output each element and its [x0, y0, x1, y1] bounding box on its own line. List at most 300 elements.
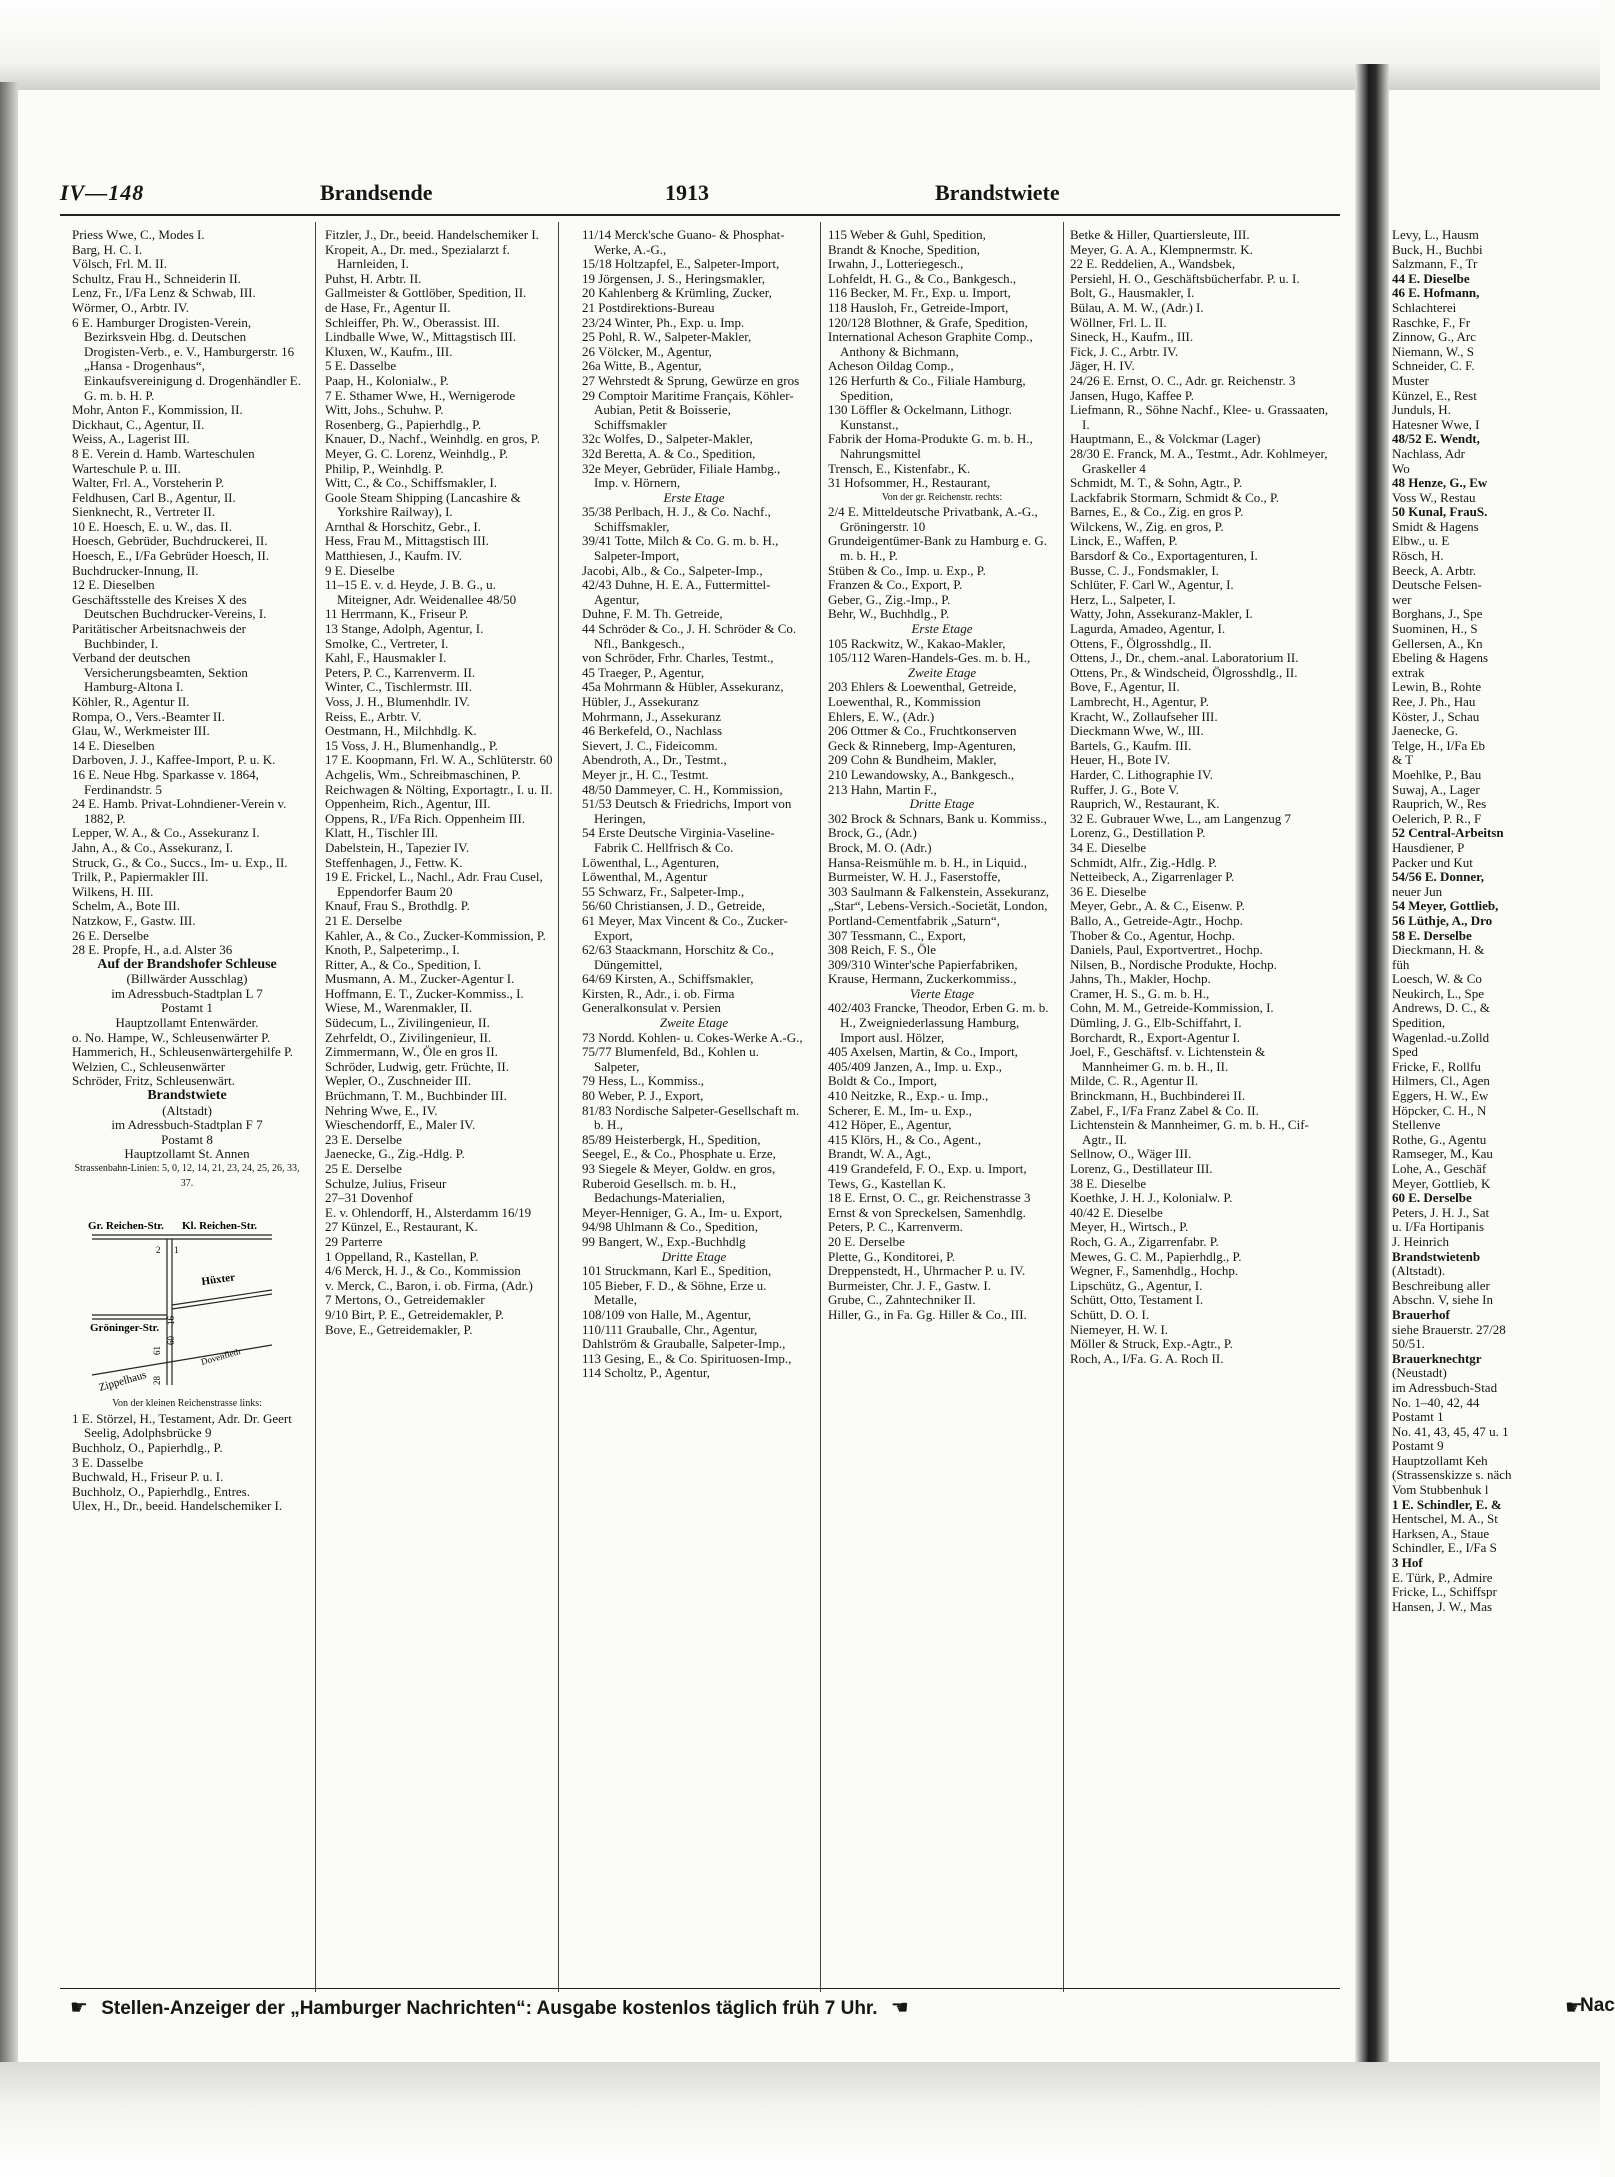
directory-entry: 405 Axelsen, Martin, & Co., Import,: [828, 1044, 1018, 1060]
fragment-entry: Zinnow, G., Arc: [1392, 329, 1477, 345]
fragment-entry: 50 Kunal, FrauS.: [1392, 504, 1488, 520]
directory-entry: Oppenheim, Rich., Agentur, III.: [325, 796, 491, 812]
directory-entry: Sienknecht, R., Vertreter II.: [72, 504, 216, 520]
fragment-entry: Smidt & Hagens: [1392, 518, 1479, 534]
directory-entry: 40/42 E. Dieselbe: [1070, 1204, 1163, 1220]
fragment-entry: J. Heinrich: [1392, 1233, 1450, 1249]
directory-entry: Harder, C. Lithographie IV.: [1070, 766, 1213, 782]
fragment-entry: Elbw., u. E: [1392, 533, 1450, 549]
directory-entry: 85/89 Heisterbergk, H., Spedition,: [582, 1131, 761, 1147]
map-street-line: [172, 1290, 272, 1305]
fragment-entry: Loesch, W. & Co: [1392, 971, 1482, 987]
fragment-entry: Meyer, Gottlieb, K: [1392, 1175, 1491, 1191]
directory-entry: 48/50 Dammeyer, C. H., Kommission,: [582, 781, 783, 797]
scan-left-shadow: [0, 82, 18, 2062]
directory-entry: 10 E. Hoesch, E. u. W., das. II.: [72, 518, 232, 534]
directory-entry: Ulex, H., Dr., beeid. Handelschemiker I.: [72, 1498, 283, 1514]
fragment-entry: Stellenve: [1392, 1117, 1441, 1133]
directory-entry: Brandt & Knoche, Spedition,: [828, 241, 981, 257]
header-rule: [60, 214, 1340, 216]
street-map-sketch: [82, 1195, 282, 1395]
directory-entry: Boldt & Co., Import,: [828, 1073, 938, 1089]
fragment-entry: 60 E. Derselbe: [1392, 1190, 1472, 1206]
directory-entry: 206 Ottmer & Co., Fruchtkonserven: [828, 723, 1017, 739]
directory-entry: Schmidt, Alfr., Zig.-Hdlg. P.: [1070, 854, 1217, 870]
directory-entry: 203 Ehlers & Loewenthal, Getreide,: [828, 679, 1017, 695]
directory-entry: Witt, C., & Co., Schiffsmakler, I.: [325, 475, 498, 491]
directory-entry: Niemeyer, H. W. I.: [1070, 1321, 1169, 1337]
fragment-entry: Telge, H., I/Fa Eb: [1392, 737, 1485, 753]
directory-entry: Bartels, G., Kaufm. III.: [1070, 737, 1192, 753]
directory-entry: Geber, G., Zig.-Imp., P.: [828, 591, 951, 607]
directory-entry: Grube, C., Zahntechniker II.: [828, 1292, 976, 1308]
directory-entry: Cramer, H. S., G. m. b. H.,: [1070, 985, 1210, 1001]
directory-entry: Trensch, E., Kistenfabr., K.: [828, 460, 971, 476]
fragment-entry: 52 Central-Arbeitsn: [1392, 825, 1504, 841]
directory-entry: Peters, P. C., Karrenverm.: [828, 1219, 964, 1235]
directory-entry: 26a Witte, B., Agentur,: [582, 358, 702, 374]
directory-entry: Cohn, M. M., Getreide-Kommission, I.: [1070, 1000, 1274, 1016]
directory-entry: Bove, F., Agentur, II.: [1070, 679, 1180, 695]
fragment-entry: (Neustadt): [1392, 1365, 1447, 1381]
directory-entry: Reiss, E., Arbtr. V.: [325, 708, 422, 724]
directory-entry: Löwenthal, L., Agenturen,: [582, 854, 720, 870]
directory-entry: Steffenhagen, J., Fettw. K.: [325, 854, 463, 870]
fragment-entry: Dieckmann, H. &: [1392, 942, 1485, 958]
directory-entry: Fitzler, J., Dr., beeid. Handelschemiker I.: [325, 227, 539, 242]
directory-entry: Zabel, F., I/Fa Franz Zabel & Co. II.: [1070, 1102, 1259, 1118]
fragment-entry: Buck, H., Buchbi: [1392, 241, 1483, 257]
directory-entry: 79 Hess, L., Kommiss.,: [582, 1073, 705, 1089]
directory-entry: Daniels, Paul, Exportvertret., Hochp.: [1070, 942, 1263, 958]
fragment-entry: 50/51.: [1392, 1336, 1425, 1352]
directory-entry: Lipschütz, G., Agentur, I.: [1070, 1277, 1203, 1293]
map-label: 61: [152, 1346, 162, 1356]
directory-entry: Lorenz, G., Destillateur III.: [1070, 1161, 1213, 1176]
fragment-entry: Packer und Kut: [1392, 854, 1473, 870]
fragment-entry: No. 1–40, 42, 44: [1392, 1394, 1480, 1410]
fragment-entry: Fricke, L., Schiffspr: [1392, 1584, 1497, 1600]
directory-entry: Schütt, D. O. I.: [1070, 1306, 1150, 1322]
fragment-entry: neuer Jun: [1392, 883, 1443, 899]
directory-entry: 9/10 Birt, P. E., Getreidemakler, P.: [325, 1306, 504, 1322]
directory-entry: Wieschendorff, E., Maler IV.: [325, 1117, 476, 1133]
header-year: 1913: [665, 180, 709, 205]
fragment-entry: wer: [1392, 591, 1412, 607]
directory-entry: 45a Mohrmann & Hübler, Assekuranz,: [582, 679, 784, 695]
column-divider: [1063, 222, 1064, 1992]
directory-entry: Tews, G., Kastellan K.: [828, 1175, 946, 1191]
directory-entry: Buchholz, O., Papierhdlg., P.: [72, 1439, 223, 1455]
directory-entry: 308 Reich, F. S., Öle: [828, 942, 937, 958]
footer-advert-text: Stellen-Anzeiger der „Hamburger Nachrichten“: Ausgabe kostenlos täglich früh 7 Uhr.: [101, 1998, 878, 2019]
header-right-street: Brandstwiete: [935, 180, 1060, 205]
map-label: 1: [174, 1245, 179, 1256]
fragment-entry: Voss W., Restau: [1392, 489, 1476, 505]
directory-entry: Möller & Struck, Exp.-Agtr., P.: [1070, 1336, 1233, 1352]
map-label: Hüxter: [200, 1271, 236, 1289]
fragment-entry: Moehlke, P., Bau: [1392, 766, 1482, 782]
directory-entry: 94/98 Uhlmann & Co., Spedition,: [582, 1219, 758, 1235]
directory-entry: 28/30 E. Franck, M. A., Testmt., Adr. Kohlmeyer, Graskeller 4: [1070, 445, 1328, 476]
directory-entry: 15 Voss, J. H., Blumenhandlg., P.: [325, 737, 498, 753]
fragment-entry: Brauerhof: [1392, 1306, 1450, 1322]
directory-entry: Brock, G., (Adr.): [828, 825, 917, 841]
directory-entry: Schröder, Fritz, Schleusenwärt.: [72, 1073, 236, 1089]
fragment-entry: Hilmers, Cl., Agen: [1392, 1073, 1490, 1089]
directory-entry: Jaenecke, G., Zig.-Hdlg. P.: [325, 1146, 465, 1162]
directory-entry: Krause, Hermann, Zuckerkommiss.,: [828, 971, 1017, 987]
directory-entry: Dieckmann Wwe, W., III.: [1070, 723, 1204, 739]
directory-entry: Jacobi, Alb., & Co., Salpeter-Imp.,: [582, 562, 763, 578]
directory-entry: 6 E. Hamburger Drogisten-Verein, Bezirksvein Hbg. d. Deutschen Drogisten-Verb., e. V., Hamburgerstr. 16 „Hansa - Drogenhaus“, Einkaufsvereinigung d. Drogenhändler E. G. m. b. H. P.: [72, 314, 301, 403]
directory-entry: Arnthal & Horschitz, Gebr., I.: [325, 518, 481, 534]
directory-entry: 307 Tessmann, C., Export,: [828, 927, 966, 943]
directory-entry: Meyer jr., H. C., Testmt.: [582, 766, 709, 782]
directory-entry: Zehrfeldt, O., Zivilingenieur, II.: [325, 1029, 492, 1045]
fragment-entry: Levy, L., Hausm: [1392, 227, 1479, 242]
directory-entry: 38 E. Dieselbe: [1070, 1175, 1147, 1191]
directory-entry: Jahn, A., & Co., Assekuranz, I.: [72, 839, 234, 855]
floor-heading: Vierte Etage: [909, 985, 975, 1001]
directory-entry: Dreppenstedt, H., Uhrmacher P. u. IV.: [828, 1263, 1026, 1279]
directory-entry: Lorenz, G., Destillation P.: [1070, 825, 1206, 841]
directory-entry: Klatt, H., Tischler III.: [325, 825, 439, 841]
directory-entry: 14 E. Dieselben: [72, 737, 155, 753]
fragment-entry: Ebeling & Hagens: [1392, 650, 1489, 666]
directory-entry: Bülau, A. M. W., (Adr.) I.: [1070, 299, 1204, 315]
fragment-entry: Oelerich, P. R., F: [1392, 810, 1482, 826]
directory-entry: 24/26 E. Ernst, O. C., Adr. gr. Reichenstr. 3: [1070, 372, 1296, 388]
floor-heading: Erste Etage: [663, 489, 725, 505]
directory-entry: Sellnow, O., Wäger III.: [1070, 1146, 1192, 1162]
directory-entry: Mohr, Anton F., Kommission, II.: [72, 402, 243, 418]
directory-entry: de Hase, Fr., Agentur II.: [325, 299, 451, 315]
directory-entry: 1 E. Störzel, H., Testament, Adr. Dr. Geert Seelig, Adolphsbrücke 9: [72, 1410, 292, 1441]
directory-entry: Fabrik der Homa-Produkte G. m. b. H., Nahrungsmittel: [828, 431, 1033, 461]
directory-entry: Buchholz, O., Papierhdlg., Entres.: [72, 1483, 250, 1499]
directory-entry: 55 Schwarz, Fr., Salpeter-Imp.,: [582, 883, 745, 899]
directory-entry: Achgelis, Wm., Schreibmaschinen, P.: [325, 766, 521, 782]
directory-entry: Smolke, C., Vertreter, I.: [325, 635, 449, 651]
directory-entry: Ehlers, E. W., (Adr.): [828, 708, 935, 724]
directory-entry: 12 E. Dieselben: [72, 577, 155, 593]
directory-entry: Oppens, R., I/Fa Rich. Oppenheim III.: [325, 810, 526, 826]
directory-entry: Mewes, G. C. M., Papierhdlg., P.: [1070, 1248, 1242, 1264]
directory-entry: Wilkens, H. III.: [72, 883, 154, 899]
directory-entry: Hansa-Reismühle m. b. H., in Liquid.,: [828, 854, 1027, 870]
fragment-entry: Raschke, F., Fr: [1392, 314, 1471, 330]
directory-entry: Abendroth, A., Dr., Testmt.,: [582, 752, 727, 768]
fragment-entry: Muster: [1392, 372, 1429, 388]
fragment-entry: Suwaj, A., Lager: [1392, 781, 1480, 797]
fragment-entry: & T: [1392, 752, 1414, 768]
fragment-entry: Hausdiener, P: [1392, 839, 1465, 855]
directory-entry: Geck & Rinneberg, Imp-Agenturen,: [828, 737, 1016, 753]
directory-entry: Portland-Cementfabrik „Saturn“,: [828, 912, 1000, 928]
directory-entry: 5 E. Dasselbe: [325, 358, 397, 374]
directory-entry: 42/43 Duhne, H. E. A., Futtermittel-Agentur,: [582, 577, 771, 607]
directory-column-4: [828, 228, 1056, 1983]
fragment-entry: No. 41, 43, 45, 47 u. 1: [1392, 1423, 1509, 1439]
directory-entry: Behr, W., Buchhdlg., P.: [828, 606, 950, 622]
directory-entry: 410 Neitzke, R., Exp.- u. Imp.,: [828, 1088, 989, 1104]
directory-entry: 18 E. Ernst, O. C., gr. Reichenstrasse 3: [828, 1190, 1031, 1206]
map-label: Gröninger-Str.: [90, 1322, 160, 1335]
fragment-entry: Wagenlad.-u.Zolld: [1392, 1029, 1490, 1045]
directory-entry: Meyer, Gebr., A. & C., Eisenw. P.: [1070, 898, 1245, 914]
directory-entry: 19 E. Frickel, L., Nachl., Adr. Frau Cusel, Eppendorfer Baum 20: [325, 869, 543, 899]
directory-entry: 21 E. Derselbe: [325, 912, 402, 928]
fragment-entry: Schlachterei: [1392, 299, 1457, 315]
directory-entry: Hübler, J., Assekuranz: [582, 694, 699, 709]
fragment-entry: Beschreibung aller: [1392, 1277, 1490, 1293]
directory-entry: Jansen, Hugo, Kaffee P.: [1070, 387, 1194, 403]
directory-entry: Von der gr. Reichenstr. rechts:: [881, 491, 1003, 503]
directory-entry: Joel, F., Geschäftsf. v. Lichtenstein & Mannheimer G. m. b. H., II.: [1070, 1044, 1266, 1074]
fragment-entry: Sped: [1392, 1044, 1418, 1060]
footer-right-fragment: Nac: [1580, 1995, 1615, 2016]
directory-entry: 29 Parterre: [325, 1233, 383, 1249]
fragment-entry: Niemann, W., S: [1392, 343, 1474, 359]
fragment-entry: 54 Meyer, Gottlieb,: [1392, 898, 1499, 914]
directory-entry: Musmann, A. M., Zucker-Agentur I.: [325, 971, 515, 987]
directory-entry: Hauptmann, E., & Volckmar (Lager): [1070, 431, 1261, 447]
directory-entry: Trilk, P., Papiermakler III.: [72, 869, 209, 885]
directory-entry: Franzen & Co., Export, P.: [828, 577, 963, 593]
directory-entry: E. v. Ohlendorff, H., Alsterdamm 16/19: [325, 1204, 532, 1220]
fragment-entry: im Adressbuch-Stad: [1392, 1379, 1498, 1395]
directory-entry: Priess Wwe, C., Modes I.: [72, 227, 205, 242]
directory-entry: 23/24 Winter, Ph., Exp. u. Imp.: [582, 314, 745, 330]
directory-entry: Dahlström & Grauballe, Salpeter-Imp.,: [582, 1336, 786, 1352]
directory-entry: Meyer-Henniger, G. A., Im- u. Export,: [582, 1204, 783, 1220]
directory-entry: Liefmann, R., Söhne Nachf., Klee- u. Grassaaten, I.: [1070, 402, 1329, 432]
directory-entry: im Adressbuch-Stadtplan F 7: [111, 1117, 263, 1133]
directory-entry: Betke & Hiller, Quartiersleute, III.: [1070, 227, 1250, 242]
directory-entry: Von der kleinen Reichenstrasse links:: [112, 1398, 262, 1410]
directory-entry: Wöllner, Frl. L. II.: [1070, 314, 1167, 330]
directory-entry: Acheson Oildag Comp.,: [828, 358, 954, 374]
directory-entry: 7 Mertons, O., Getreidemakler: [325, 1292, 485, 1308]
directory-entry: Paritätischer Arbeitsnachweis der Buchbinder, I.: [72, 621, 246, 651]
fragment-entry: 54/56 E. Donner,: [1392, 869, 1484, 885]
directory-entry: 1 Oppelland, R., Kastellan, P.: [325, 1248, 479, 1264]
directory-entry: Wiese, M., Warenmakler, II.: [325, 1000, 473, 1016]
fragment-entry: Schneider, C. F.: [1392, 358, 1475, 374]
fragment-entry: Hentschel, M. A., St: [1392, 1511, 1498, 1527]
fragment-entry: Junduls, H.: [1392, 402, 1451, 418]
directory-entry: Thober & Co., Agentur, Hochp.: [1070, 927, 1235, 943]
fragment-entry: 48 Henze, G., Ew: [1392, 475, 1488, 491]
floor-heading: Dritte Etage: [661, 1248, 727, 1264]
directory-entry: 20 Kahlenberg & Krümling, Zucker,: [582, 285, 772, 301]
directory-entry: Koethke, J. H. J., Kolonialw. P.: [1070, 1190, 1233, 1206]
directory-entry: Schultz, Frau H., Schneiderin II.: [72, 270, 241, 286]
directory-entry: 29 Comptoir Maritime Français, Köhler-Aubian, Petit & Boisserie, Schiffsmakler: [582, 387, 794, 432]
directory-entry: 31 Hofsommer, H., Restaurant,: [828, 475, 991, 491]
header-left-street: Brandsende: [320, 180, 433, 205]
floor-heading: Dritte Etage: [909, 796, 975, 812]
directory-entry: Schelm, A., Bote III.: [72, 898, 180, 914]
directory-entry: Burmeister, Chr. J. F., Gastw. I.: [828, 1277, 991, 1293]
page-number: IV—148: [60, 180, 145, 205]
directory-column-2: [325, 228, 553, 1983]
directory-entry: Walter, Frl. A., Vorsteherin P.: [72, 475, 225, 491]
directory-entry: Schulze, Julius, Friseur: [325, 1175, 447, 1191]
directory-entry: Hauptzollamt St. Annen: [124, 1146, 250, 1162]
fragment-entry: Beeck, A. Arbtr.: [1392, 562, 1477, 578]
fragment-entry: Köster, J., Schau: [1392, 708, 1480, 724]
directory-entry: 26 Völcker, M., Agentur,: [582, 343, 712, 359]
directory-entry: 118 Hausloh, Fr., Getreide-Import,: [828, 299, 1009, 315]
directory-entry: Herz, L., Salpeter, I.: [1070, 591, 1176, 607]
directory-entry: Generalkonsulat v. Persien: [582, 1000, 721, 1016]
directory-entry: Plette, G., Konditorei, P.: [828, 1248, 956, 1264]
fragment-entry: Borghans, J., Spe: [1392, 606, 1483, 622]
directory-entry: Fick, J. C., Arbtr. IV.: [1070, 343, 1179, 359]
fragment-entry: Rauprich, W., Res: [1392, 796, 1487, 812]
directory-entry: 36 E. Dieselbe: [1070, 883, 1147, 899]
directory-entry: Sievert, J. C., Fideicomm.: [582, 737, 718, 753]
directory-entry: 20 E. Derselbe: [828, 1233, 905, 1249]
map-label: 2: [156, 1245, 161, 1256]
directory-entry: Zimmermann, W., Öle en gros II.: [325, 1044, 498, 1060]
directory-entry: Gallmeister & Gottlöber, Spedition, II.: [325, 285, 527, 301]
directory-entry: Hoffmann, E. T., Zucker-Kommiss., I.: [325, 985, 524, 1001]
map-label: 16: [166, 1316, 176, 1326]
map-label: 28: [152, 1376, 162, 1386]
directory-entry: 116 Becker, M. Fr., Exp. u. Import,: [828, 285, 1011, 301]
footer-rule: [60, 1988, 1340, 1989]
book-gutter: [1355, 64, 1389, 2064]
directory-entry: 126 Herfurth & Co., Filiale Hamburg, Spedition,: [828, 372, 1026, 403]
directory-entry: Wörmer, O., Arbtr. IV.: [72, 299, 189, 315]
directory-entry: 11/14 Merck'sche Guano- & Phosphat-Werke, A.-G.,: [582, 227, 785, 257]
directory-entry: Jahns, Th., Makler, Hochp.: [1070, 971, 1211, 987]
directory-entry: Bolt, G., Hausmakler, I.: [1070, 285, 1195, 301]
section-heading: Brandstwiete: [147, 1088, 227, 1104]
fragment-entry: Hansen, J. W., Mas: [1392, 1598, 1493, 1614]
directory-entry: 114 Scholtz, P., Agentur,: [582, 1365, 710, 1381]
directory-entry: 419 Grandefeld, F. O., Exp. u. Import,: [828, 1161, 1027, 1176]
directory-entry: 25 E. Derselbe: [325, 1161, 402, 1176]
fragment-entry: Brauerknechtgr: [1392, 1350, 1482, 1366]
directory-entry: 75/77 Blumenfeld, Bd., Kohlen u. Salpeter,: [582, 1044, 759, 1074]
directory-entry: 302 Brock & Schnars, Bank u. Kommiss.,: [828, 810, 1047, 826]
directory-entry: Meyer, H., Wirtsch., P.: [1070, 1219, 1189, 1235]
next-page-fragment: [1392, 228, 1600, 1983]
directory-entry: Welzien, C., Schleusenwärter: [72, 1058, 226, 1074]
footer-advert: [70, 1995, 1615, 2025]
directory-entry: 54 Erste Deutsche Virginia-Vaseline-Fabrik C. Hellfrisch & Co.: [582, 825, 775, 855]
map-street-line: [92, 1345, 272, 1375]
fragment-entry: Rothe, G., Agentu: [1392, 1131, 1487, 1147]
directory-entry: Burmeister, W. H. J., Faserstoffe,: [828, 869, 1001, 885]
directory-entry: Knauf, Frau S., Brothdlg. P.: [325, 898, 470, 914]
directory-entry: Ritter, A., & Co., Spedition, I.: [325, 956, 482, 972]
directory-entry: 32d Beretta, A. & Co., Spedition,: [582, 445, 756, 461]
fragment-entry: 48/52 E. Wendt,: [1392, 431, 1480, 447]
directory-entry: 19 Jörgensen, J. S., Heringsmakler,: [582, 270, 766, 286]
directory-entry: Meyer, G. C. Lorenz, Weinhdlg., P.: [325, 445, 509, 461]
map-label: Dovenfleth: [199, 1346, 242, 1368]
directory-entry: Scherer, E. M., Im- u. Exp.,: [828, 1102, 972, 1118]
directory-column-1: [72, 228, 302, 1983]
directory-entry: 309/310 Winter'sche Papierfabriken,: [828, 956, 1018, 972]
fragment-entry: Ree, J. Ph., Hau: [1392, 694, 1476, 709]
directory-entry: 51/53 Deutsch & Friedrichs, Import von Heringen,: [582, 796, 792, 826]
directory-entry: Lindballe Wwe, W., Mittagstisch III.: [325, 329, 517, 345]
directory-entry: International Acheson Graphite Comp., Anthony & Bichmann,: [828, 329, 1033, 359]
directory-entry: 61 Meyer, Max Vincent & Co., Zucker-Export,: [582, 912, 788, 943]
floor-heading: Zweite Etage: [659, 1015, 729, 1031]
directory-entry: Ruberoid Gesellsch. m. b. H., Bedachungs-Materialien,: [582, 1175, 737, 1206]
fragment-entry: Lewin, B., Rohte: [1392, 679, 1482, 695]
directory-entry: 23 E. Derselbe: [325, 1131, 402, 1147]
directory-entry: Borchardt, R., Export-Agentur I.: [1070, 1029, 1241, 1045]
directory-entry: Loewenthal, R., Kommission: [828, 694, 981, 709]
directory-entry: Meyer, G. A. A., Klempnermstr. K.: [1070, 241, 1253, 257]
map-street-line: [172, 1294, 272, 1309]
directory-entry: Ballo, A., Getreide-Agtr., Hochp.: [1070, 912, 1243, 928]
directory-entry: 26 E. Derselbe: [72, 927, 149, 943]
directory-entry: Warteschule P. u. III.: [72, 460, 181, 476]
directory-entry: 44 Schröder & Co., J. H. Schröder & Co. Nfl., Bankgesch.,: [582, 621, 797, 651]
fragment-entry: siehe Brauerstr. 27/28: [1392, 1321, 1506, 1337]
directory-entry: Hess, Frau M., Mittagstisch III.: [325, 533, 489, 549]
directory-entry: Buchwald, H., Friseur P. u. I.: [72, 1469, 224, 1485]
fragment-entry: Deutsche Felsen-: [1392, 577, 1482, 593]
directory-entry: 415 Klörs, H., & Co., Agent.,: [828, 1131, 982, 1147]
directory-entry: Goole Steam Shipping (Lancashire & Yorkshire Railway), I.: [325, 489, 521, 520]
directory-entry: Oestmann, H., Milchhdlg. K.: [325, 723, 477, 739]
directory-entry: (Billwärder Ausschlag): [126, 971, 248, 987]
directory-entry: Stüben & Co., Imp. u. Exp., P.: [828, 562, 986, 578]
directory-entry: 101 Struckmann, Karl E., Spedition,: [582, 1263, 772, 1279]
directory-entry: Verband der deutschen Versicherungsbeamten, Sektion Hamburg-Altona I.: [72, 650, 248, 695]
directory-entry: 56/60 Christiansen, J. D., Getreide,: [582, 898, 766, 914]
directory-entry: von Schröder, Frhr. Charles, Testmt.,: [582, 650, 774, 666]
directory-entry: Lenz, Fr., I/Fa Lenz & Schwab, III.: [72, 285, 256, 301]
directory-entry: im Adressbuch-Stadtplan L 7: [111, 985, 263, 1001]
directory-entry: Paap, H., Kolonialw., P.: [325, 372, 449, 388]
directory-entry: Watty, John, Assekuranz-Makler, I.: [1070, 606, 1253, 622]
directory-entry: Ottens, J., Dr., chem.-anal. Laboratorium II.: [1070, 650, 1299, 666]
directory-entry: Jäger, H. IV.: [1070, 358, 1135, 374]
fragment-entry: Brandstwietenb: [1392, 1248, 1481, 1264]
directory-entry: 21 Postdirektions-Bureau: [582, 299, 715, 315]
page-header: [60, 180, 1080, 210]
directory-entry: Kahler, A., & Co., Zucker-Kommission, P.: [325, 927, 546, 943]
directory-entry: Lichtenstein & Mannheimer, G. m. b. H., Cif-Agtr., II.: [1070, 1117, 1309, 1147]
fragment-entry: Hatesner Wwe, I: [1392, 416, 1480, 432]
directory-entry: Dabelstein, H., Tapezier IV.: [325, 839, 470, 855]
fragment-entry: Vom Stubbenhuk l: [1392, 1482, 1489, 1498]
directory-entry: Ottens, F., Ölgrosshdlg., II.: [1070, 635, 1212, 651]
directory-entry: v. Merck, C., Baron, i. ob. Firma, (Adr.): [325, 1277, 533, 1293]
directory-entry: 24 E. Hamb. Privat-Lohndiener-Verein v. 1882, P.: [72, 796, 287, 826]
directory-entry: Ottens, Pr., & Windscheid, Ölgrosshdlg., II.: [1070, 664, 1298, 680]
directory-entry: Kracht, W., Zollaufseher III.: [1070, 708, 1218, 724]
directory-entry: 32e Meyer, Gebrüder, Filiale Hambg., Imp. v. Hörnern,: [582, 460, 781, 491]
fragment-entry: 3 Hof: [1392, 1555, 1423, 1571]
directory-entry: 17 E. Koopmann, Frl. W. A., Schlüterstr. 60: [325, 752, 553, 768]
directory-entry: Ernst & von Spreckelsen, Samenhdlg.: [828, 1204, 1026, 1220]
directory-entry: Kirsten, R., Adr., i. ob. Firma: [582, 985, 735, 1001]
directory-entry: 32 E. Gubrauer Wwe, L., am Langenzug 7: [1070, 810, 1292, 826]
directory-entry: Rosenberg, G., Papierhdlg., P.: [325, 416, 482, 432]
